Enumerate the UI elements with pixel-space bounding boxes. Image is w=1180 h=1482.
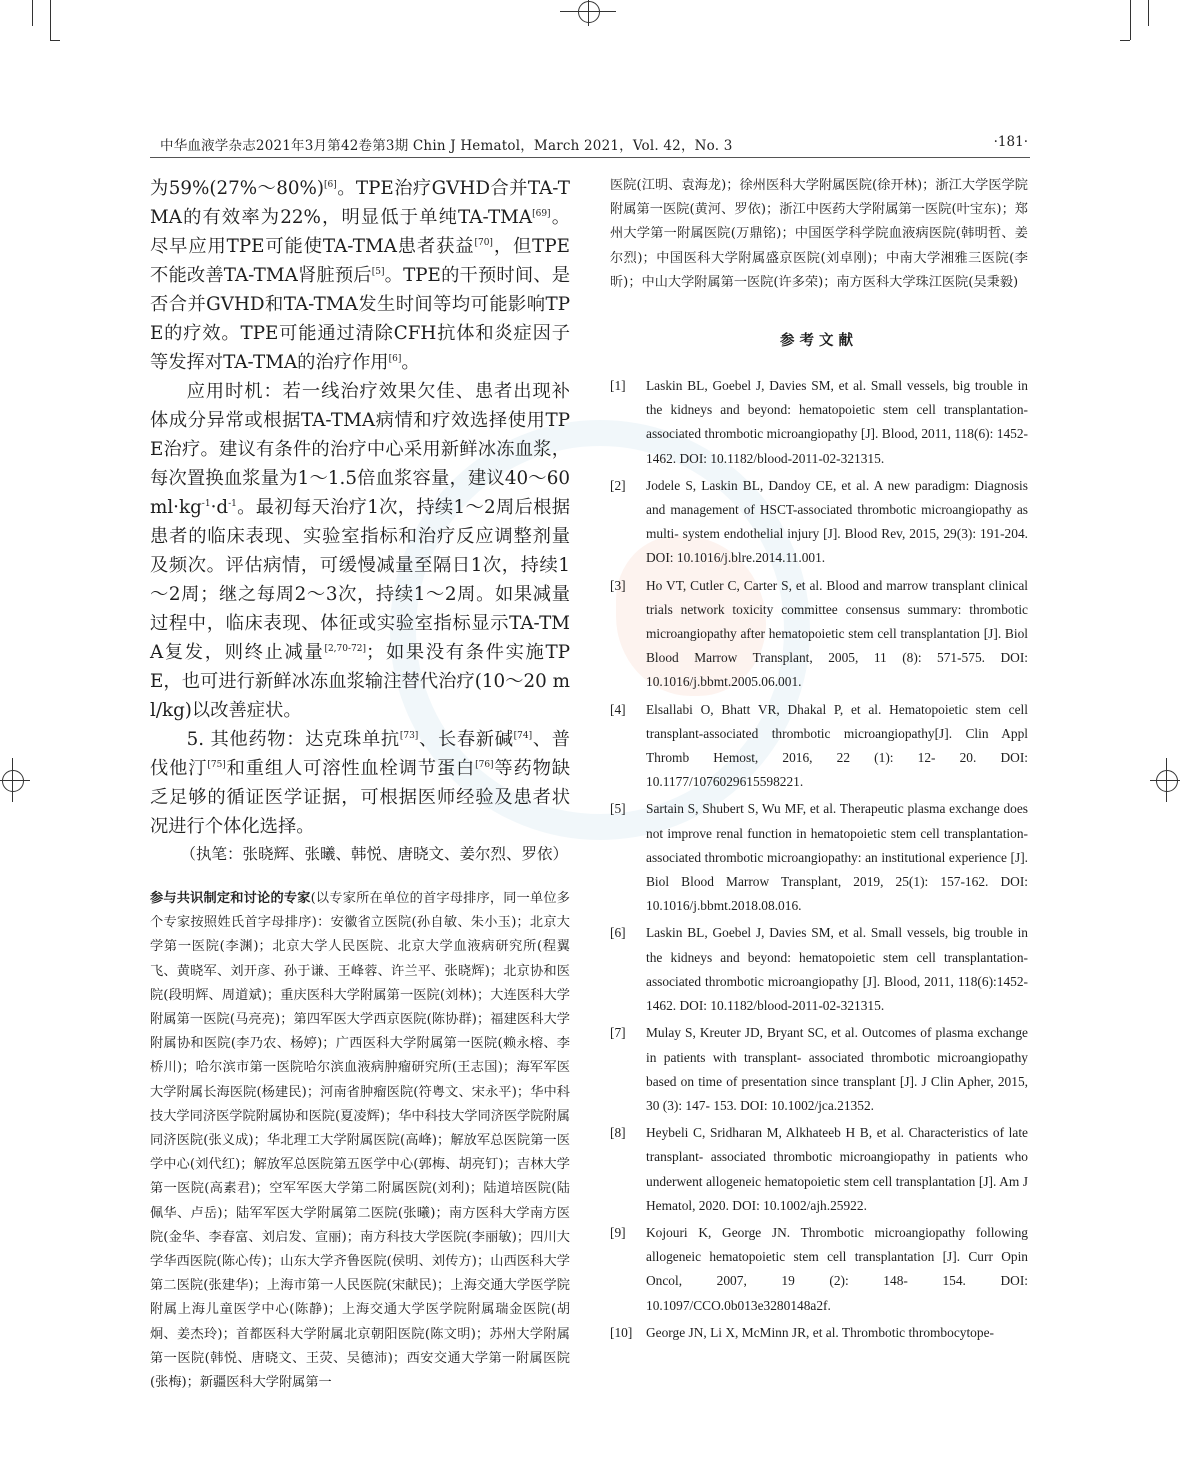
left-column [150, 174, 570, 1395]
paragraph-other-drugs: 5. 其他药物：达克珠单抗[73]、长春新碱[74]、普伐他汀[75]和重组人可溶性血栓调节蛋白[76]等药物缺乏足够的循证医学证据，可根据医师经验及患者状况进行个体化选择。 [150, 729, 571, 837]
registration-mark-top [588, 0, 589, 26]
experts-lead: 参与共识制定和讨论的专家 [150, 891, 311, 906]
crop-mark [1148, 0, 1149, 26]
paragraph-tpe-efficacy: 为59%(27%～80%)[6]。TPE治疗GVHD合并TA-TMA的有效率为22%，明显低于单纯TA-TMA[69]。尽早应用TPE可能使TA-TMA患者获益[70]，但TPE不能改善TA-TMA肾脏预后[5]。TPE的干预时间、是否合并GVHD和TA-TMA发生时间等均可能影响TPE的疗效。TPE可能通过清除CFH抗体和炎症因子等发挥对TA-TMA的治疗作用[6]。 [150, 178, 571, 373]
header-rule [150, 157, 1030, 158]
running-header [160, 134, 1028, 156]
crop-mark [32, 0, 33, 26]
registration-mark-right [1150, 780, 1180, 781]
references-heading: 参考文献 [780, 332, 858, 350]
registration-mark-top [578, 1, 600, 23]
experts-list-continued: 医院(江明、袁海龙)；徐州医科大学附属医院(徐开林)；浙江大学医学院附属第一医院(黄河、罗依)；浙江中医药大学附属第一医院(叶宝东)；郑州大学第一附属医院(万鼎铭)；中国医学科学院血液病医院(韩明哲、姜尔烈)；中国医科大学附属盛京医院(刘卓刚)；中南大学湘雅三医院(李昕)；中山大学附属第一医院(许多荣)；南方医科大学珠江医院(吴秉毅) [610, 178, 1028, 290]
registration-mark-right [1166, 758, 1167, 802]
reference-item: [1] Laskin BL, Goebel J, Davies SM, et al. Small vessels, big trouble in the kidneys and beyond: hematopoietic stem cell transplantation- associated thrombotic microangiopathy [J]. Blood, 2011, 118(6): 1452-1462. DOI: 10.1182/blood-2011-02-321315. [610, 378, 1028, 466]
crop-mark [50, 0, 51, 40]
page-number: ·181· [993, 134, 1028, 150]
reference-item: [5] Sartain S, Shubert S, Wu MF, et al. Therapeutic plasma exchange does not improve renal function in hematopoietic stem cell transplantation- associated thrombotic microangiopathy: an institutional experience [J]. Biol Blood Marrow Transplant, 2019, 25(1): 157-162. DOI: 10.1016/j.bbmt.2018.08.016. [610, 801, 1028, 914]
experts-list [150, 887, 570, 1395]
crop-mark [1130, 0, 1131, 40]
reference-item: [2] Jodele S, Laskin BL, Dandoy CE, et al. A new paradigm: Diagnosis and management of HSCT-associated thrombotic microangiopathy as multi- system endothelial injury [J]. Blood Rev, 2015, 29(3): 191-204. DOI: 10.1016/j.blre.2014.11.001. [610, 477, 1028, 566]
reference-item: [10] George JN, Li X, McMinn JR, et al. Thrombotic thrombocytope- [610, 1324, 994, 1340]
registration-mark-left [0, 780, 30, 781]
reference-item: [3] Ho VT, Cutler C, Carter S, et al. Blood and marrow transplant clinical trials network toxicity committee consensus summary: thrombotic microangiopathy after hematopoietic stem cell transplantation [J]. Biol Blood Marrow Transplant, 2005, 11 (8): 571-575. DOI: 10.1016/j.bbmt.2005.06.001. [610, 577, 1028, 690]
journal-citation: 中华血液学杂志2021年3月第42卷第3期 Chin J Hematol，March 2021，Vol. 42，No. 3 [160, 138, 733, 154]
registration-mark-left [2, 770, 24, 792]
registration-mark-left [12, 758, 13, 802]
reference-item: [8] Heybeli C, Sridharan M, Alkhateeb H B, et al. Characteristics of late transplant- associated thrombotic microangiopathy in patients who underwent allogeneic hematopoietic stem cell transplantation [J]. Am J Hematol, 2020. DOI: 10.1002/ajh.25922. [610, 1125, 1028, 1213]
paragraph-tpe-timing: 应用时机：若一线治疗效果欠佳、患者出现补体成分异常或根据TA-TMA病情和疗效选择使用TPE治疗。建议有条件的治疗中心采用新鲜冰冻血浆，每次置换血浆量为1～1.5倍血浆容量，建议40～60 $ml\cdot kg^{-1}\cdot d^{-1}$。最初每天治疗1次，持续1～2周后根据患者的临床表现、实验室指标和治疗反应调整剂量及频次。评估病情，可缓慢减量至隔日1次，持续1～2周；继之每周2～3次，持续1～2周。如果减量过程中，临床表现、体征或实验室指标显示TA-TMA复发，则终止减量[2,70-72]；如果没有条件实施TPE，也可进行新鲜冰冻血浆输注替代治疗(10～20 ml/kg)以改善症状。 [150, 381, 571, 721]
reference-item: [9] Kojouri K, George JN. Thrombotic microangiopathy following allogeneic hematopoietic stem cell transplantation [J]. Curr Opin Oncol, 2007, 19 (2): 148- 154. DOI: 10.1097/CCO.0b013e3280148a2f. [610, 1224, 1028, 1313]
crop-mark [50, 40, 60, 41]
reference-item: [6] Laskin BL, Goebel J, Davies SM, et al. Small vessels, big trouble in the kidneys and beyond: hematopoietic stem cell transplantation- associated thrombotic microangiopathy [J]. Blood, 2011, 118(6):1452-1462. DOI: 10.1182/blood-2011-02-321315. [610, 925, 1028, 1014]
reference-item: [7] Mulay S, Kreuter JD, Bryant SC, et al. Outcomes of plasma exchange in patients with transplant- associated thrombotic microangiopathy based on time of presentation since transplant [J]. J Clin Apher, 2015, 30 (3): 147- 153. DOI: 10.1002/jca.21352. [610, 1025, 1028, 1113]
reference-list [610, 374, 1028, 1345]
experts-text: (以专家所在单位的首字母排序，同一单位多个专家按照姓氏首字母排序)：安徽省立医院(孙自敏、朱小玉)；北京大学第一医院(李渊)；北京大学人民医院、北京大学血液病研究所(程翼飞、黄晓军、刘开彦、孙于谦、王峰蓉、许兰平、张晓辉)；北京协和医院(段明辉、周道斌)；重庆医科大学附属第一医院(刘林)；大连医科大学附属第一医院(马亮亮)；第四军医大学西京医院(陈协群)；福建医科大学附属协和医院(李乃农、杨婷)；广西医科大学附属第一医院(赖永榕、李桥川)；哈尔滨市第一医院哈尔滨血液病肿瘤研究所(王志国)；海军军医大学附属长海医院(杨建民)；河南省肿瘤医院(符粤文、宋永平)；华中科技大学同济医学院附属协和医院(夏凌辉)；华中科技大学同济医学院附属同济医院(张义成)；华北理工大学附属医院(高峰)；解放军总医院第一医学中心(刘代红)；解放军总医院第五医学中心(郭梅、胡亮钉)；吉林大学第一医院(高素君)；空军军医大学第二附属医院(刘利)；陆道培医院(陆佩华、卢岳)；陆军军医大学附属第二医院(张曦)；南方医科大学南方医院(金华、李春富、刘启发、宣丽)；南方科技大学医院(李丽敏)；四川大学华西医院(陈心传)；山东大学齐鲁医院(侯明、刘传方)；山西医科大学第二医院(张建华)；上海市第一人民医院(宋献民)；上海交通大学医学院附属上海儿童医学中心(陈静)；上海交通大学医学院附属瑞金医院(胡炯、姜杰玲)；首都医科大学附属北京朝阳医院(陈文明)；苏州大学附属第一医院(韩悦、唐晓文、王荧、吴德沛)；西安交通大学第一附属医院(张梅)；新疆医科大学附属第一 [150, 891, 570, 1391]
reference-item: [4] Elsallabi O, Bhatt VR, Dhakal P, et al. Hematopoietic stem cell transplant-associated thrombotic microangiopathy[J]. Clin Appl Thromb Hemost, 2016, 22 (1): 12- 20. DOI: 10.1177/1076029615598221. [610, 701, 1028, 790]
author-credit: （执笔：张晓辉、张曦、韩悦、唐晓文、姜尔烈、罗依） [180, 845, 568, 863]
registration-mark-right [1156, 770, 1178, 792]
right-column [610, 174, 1028, 1348]
crop-mark [1120, 40, 1130, 41]
